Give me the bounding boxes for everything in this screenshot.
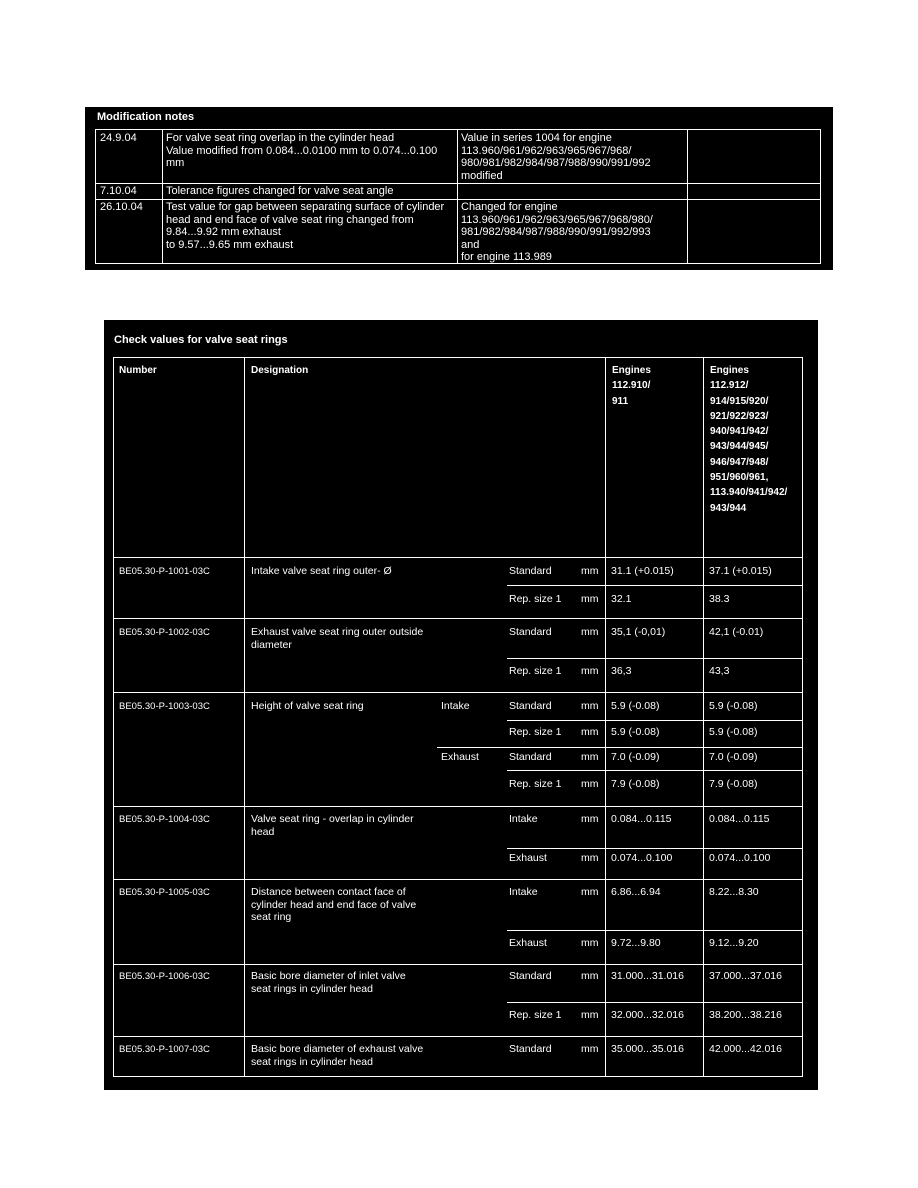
value-engines-a: 0.074...0.100 [611,852,673,864]
column-divider [605,357,606,1077]
value-engines-a: 32.1 [611,593,632,605]
group-number: BE05.30-P-1004-03C [119,814,210,825]
group-designation: Basic bore diameter of exhaust valve seat rings in cylinder head [251,1043,424,1068]
group-number: BE05.30-P-1006-03C [119,971,210,982]
line-label: Rep. size 1 [509,665,562,677]
value-engines-b: 9.12...9.20 [709,937,759,949]
line-unit: mm [581,626,599,638]
value-engines-a: 7.0 (-0.09) [611,751,660,763]
line-unit: mm [581,778,599,790]
value-engines-b: 0.074...0.100 [709,852,771,864]
group-divider [113,618,802,619]
group-number: BE05.30-P-1005-03C [119,887,210,898]
line-unit: mm [581,726,599,738]
group-divider [113,964,802,965]
column-divider [687,129,688,264]
value-engines-b: 0.084...0.115 [709,813,770,825]
line-label: Exhaust [509,852,547,864]
modification-notes-title: Modification notes [97,111,195,123]
line-qualifier: Exhaust [441,751,479,763]
value-engines-a: 31.1 (+0.015) [611,565,674,577]
line-unit: mm [581,1043,599,1055]
row-divider [95,199,821,200]
value-engines-b: 43,3 [709,665,730,677]
check-values-panel [104,320,818,1090]
column-divider [113,357,114,1077]
subrow-divider [507,585,802,586]
subrow-divider [507,658,802,659]
line-label: Standard [509,626,552,638]
line-unit: mm [581,593,599,605]
header-number: Number [119,365,157,376]
value-engines-a: 36,3 [611,665,632,677]
header-engines-a: Engines 112.910/ 911 [612,365,651,407]
line-label: Intake [509,813,538,825]
table-border [113,357,802,358]
group-divider [113,1036,802,1037]
group-designation: Valve seat ring - overlap in cylinder head [251,813,414,838]
value-engines-a: 35.000...35.016 [611,1043,684,1055]
value-engines-b: 38.200...38.216 [709,1009,782,1021]
value-engines-a: 5.9 (-0.08) [611,700,660,712]
value-engines-b: 42,1 (-0.01) [709,626,764,638]
line-unit: mm [581,565,599,577]
line-unit: mm [581,852,599,864]
note-date: 24.9.04 [100,132,137,144]
line-unit: mm [581,700,599,712]
line-unit: mm [581,886,599,898]
line-label: Standard [509,970,552,982]
value-engines-a: 6.86...6.94 [611,886,661,898]
group-divider [113,557,802,558]
table-border [95,263,821,264]
value-engines-b: 5.9 (-0.08) [709,700,758,712]
value-engines-a: 35,1 (-0,01) [611,626,666,638]
group-divider [113,879,802,880]
column-divider [244,357,245,1077]
line-label: Standard [509,700,552,712]
group-designation: Exhaust valve seat ring outer outside diameter [251,626,424,651]
line-label: Standard [509,1043,552,1055]
group-number: BE05.30-P-1001-03C [119,566,210,577]
line-unit: mm [581,751,599,763]
value-engines-b: 37.1 (+0.015) [709,565,772,577]
line-unit: mm [581,937,599,949]
line-unit: mm [581,970,599,982]
line-label: Rep. size 1 [509,726,562,738]
header-designation: Designation [251,365,309,376]
line-label: Standard [509,751,552,763]
value-engines-a: 7.9 (-0.08) [611,778,660,790]
line-label: Rep. size 1 [509,593,562,605]
group-divider [113,692,802,693]
table-border [113,1076,802,1077]
group-number: BE05.30-P-1002-03C [119,627,210,638]
line-qualifier: Intake [441,700,470,712]
note-date: 7.10.04 [100,185,137,197]
column-divider [820,129,821,264]
value-engines-b: 42.000...42.016 [709,1043,782,1055]
group-designation: Height of valve seat ring [251,700,364,712]
value-engines-b: 38.3 [709,593,730,605]
note-applies: Value in series 1004 for engine 113.960/961/962/963/965/967/968/ 980/981/982/984/987/988/990/991/992 modified [461,132,651,182]
group-designation: Basic bore diameter of inlet valve seat rings in cylinder head [251,970,406,995]
note-change: For valve seat ring overlap in the cylinder head Value modified from 0.084...0.0100 mm to 0.074...0.100 mm [166,132,438,170]
subrow-divider [507,1002,802,1003]
line-unit: mm [581,665,599,677]
row-divider [95,183,821,184]
column-divider [703,357,704,1077]
line-unit: mm [581,1009,599,1021]
column-divider [162,129,163,264]
check-values-title: Check values for valve seat rings [114,334,288,346]
column-divider [457,129,458,264]
line-label: Intake [509,886,538,898]
value-engines-b: 37.000...37.016 [709,970,782,982]
value-engines-b: 7.9 (-0.08) [709,778,758,790]
group-designation: Distance between contact face of cylinder head and end face of valve seat ring [251,886,417,923]
table-border [95,129,821,130]
line-label: Rep. size 1 [509,778,562,790]
note-applies: Changed for engine 113.960/961/962/963/965/967/968/980/ 981/982/984/987/988/990/991/992/993 and for engine 113.989 [461,201,653,264]
value-engines-b: 5.9 (-0.08) [709,726,758,738]
note-date: 26.10.04 [100,201,143,213]
line-unit: mm [581,813,599,825]
note-change: Tolerance figures changed for valve seat angle [166,185,394,197]
subrow-divider [437,747,802,748]
group-designation: Intake valve seat ring outer- Ø [251,565,392,577]
value-engines-a: 9.72...9.80 [611,937,661,949]
line-label: Standard [509,565,552,577]
column-divider [95,129,96,264]
subrow-divider [507,770,802,771]
subrow-divider [507,720,802,721]
group-number: BE05.30-P-1007-03C [119,1044,210,1055]
value-engines-a: 0.084...0.115 [611,813,672,825]
value-engines-a: 31.000...31.016 [611,970,684,982]
note-change: Test value for gap between separating surface of cylinder head and end face of valve seat ring changed from 9.84...9.92 mm exhaust to 9.57...9.65 mm exhaust [166,201,445,251]
value-engines-b: 7.0 (-0.09) [709,751,758,763]
group-divider [113,806,802,807]
subrow-divider [507,848,802,849]
line-label: Exhaust [509,937,547,949]
value-engines-a: 32.000...32.016 [611,1009,684,1021]
line-label: Rep. size 1 [509,1009,562,1021]
value-engines-b: 8.22...8.30 [709,886,759,898]
modification-notes-panel [85,107,833,270]
subrow-divider [507,930,802,931]
header-engines-b: Engines 112.912/ 914/915/920/ 921/922/923/ 940/941/942/ 943/944/945/ 946/947/948/ 951/960/961, 113.940/941/942/ 943/944 [710,365,788,514]
column-divider [802,357,803,1077]
value-engines-a: 5.9 (-0.08) [611,726,660,738]
group-number: BE05.30-P-1003-03C [119,701,210,712]
